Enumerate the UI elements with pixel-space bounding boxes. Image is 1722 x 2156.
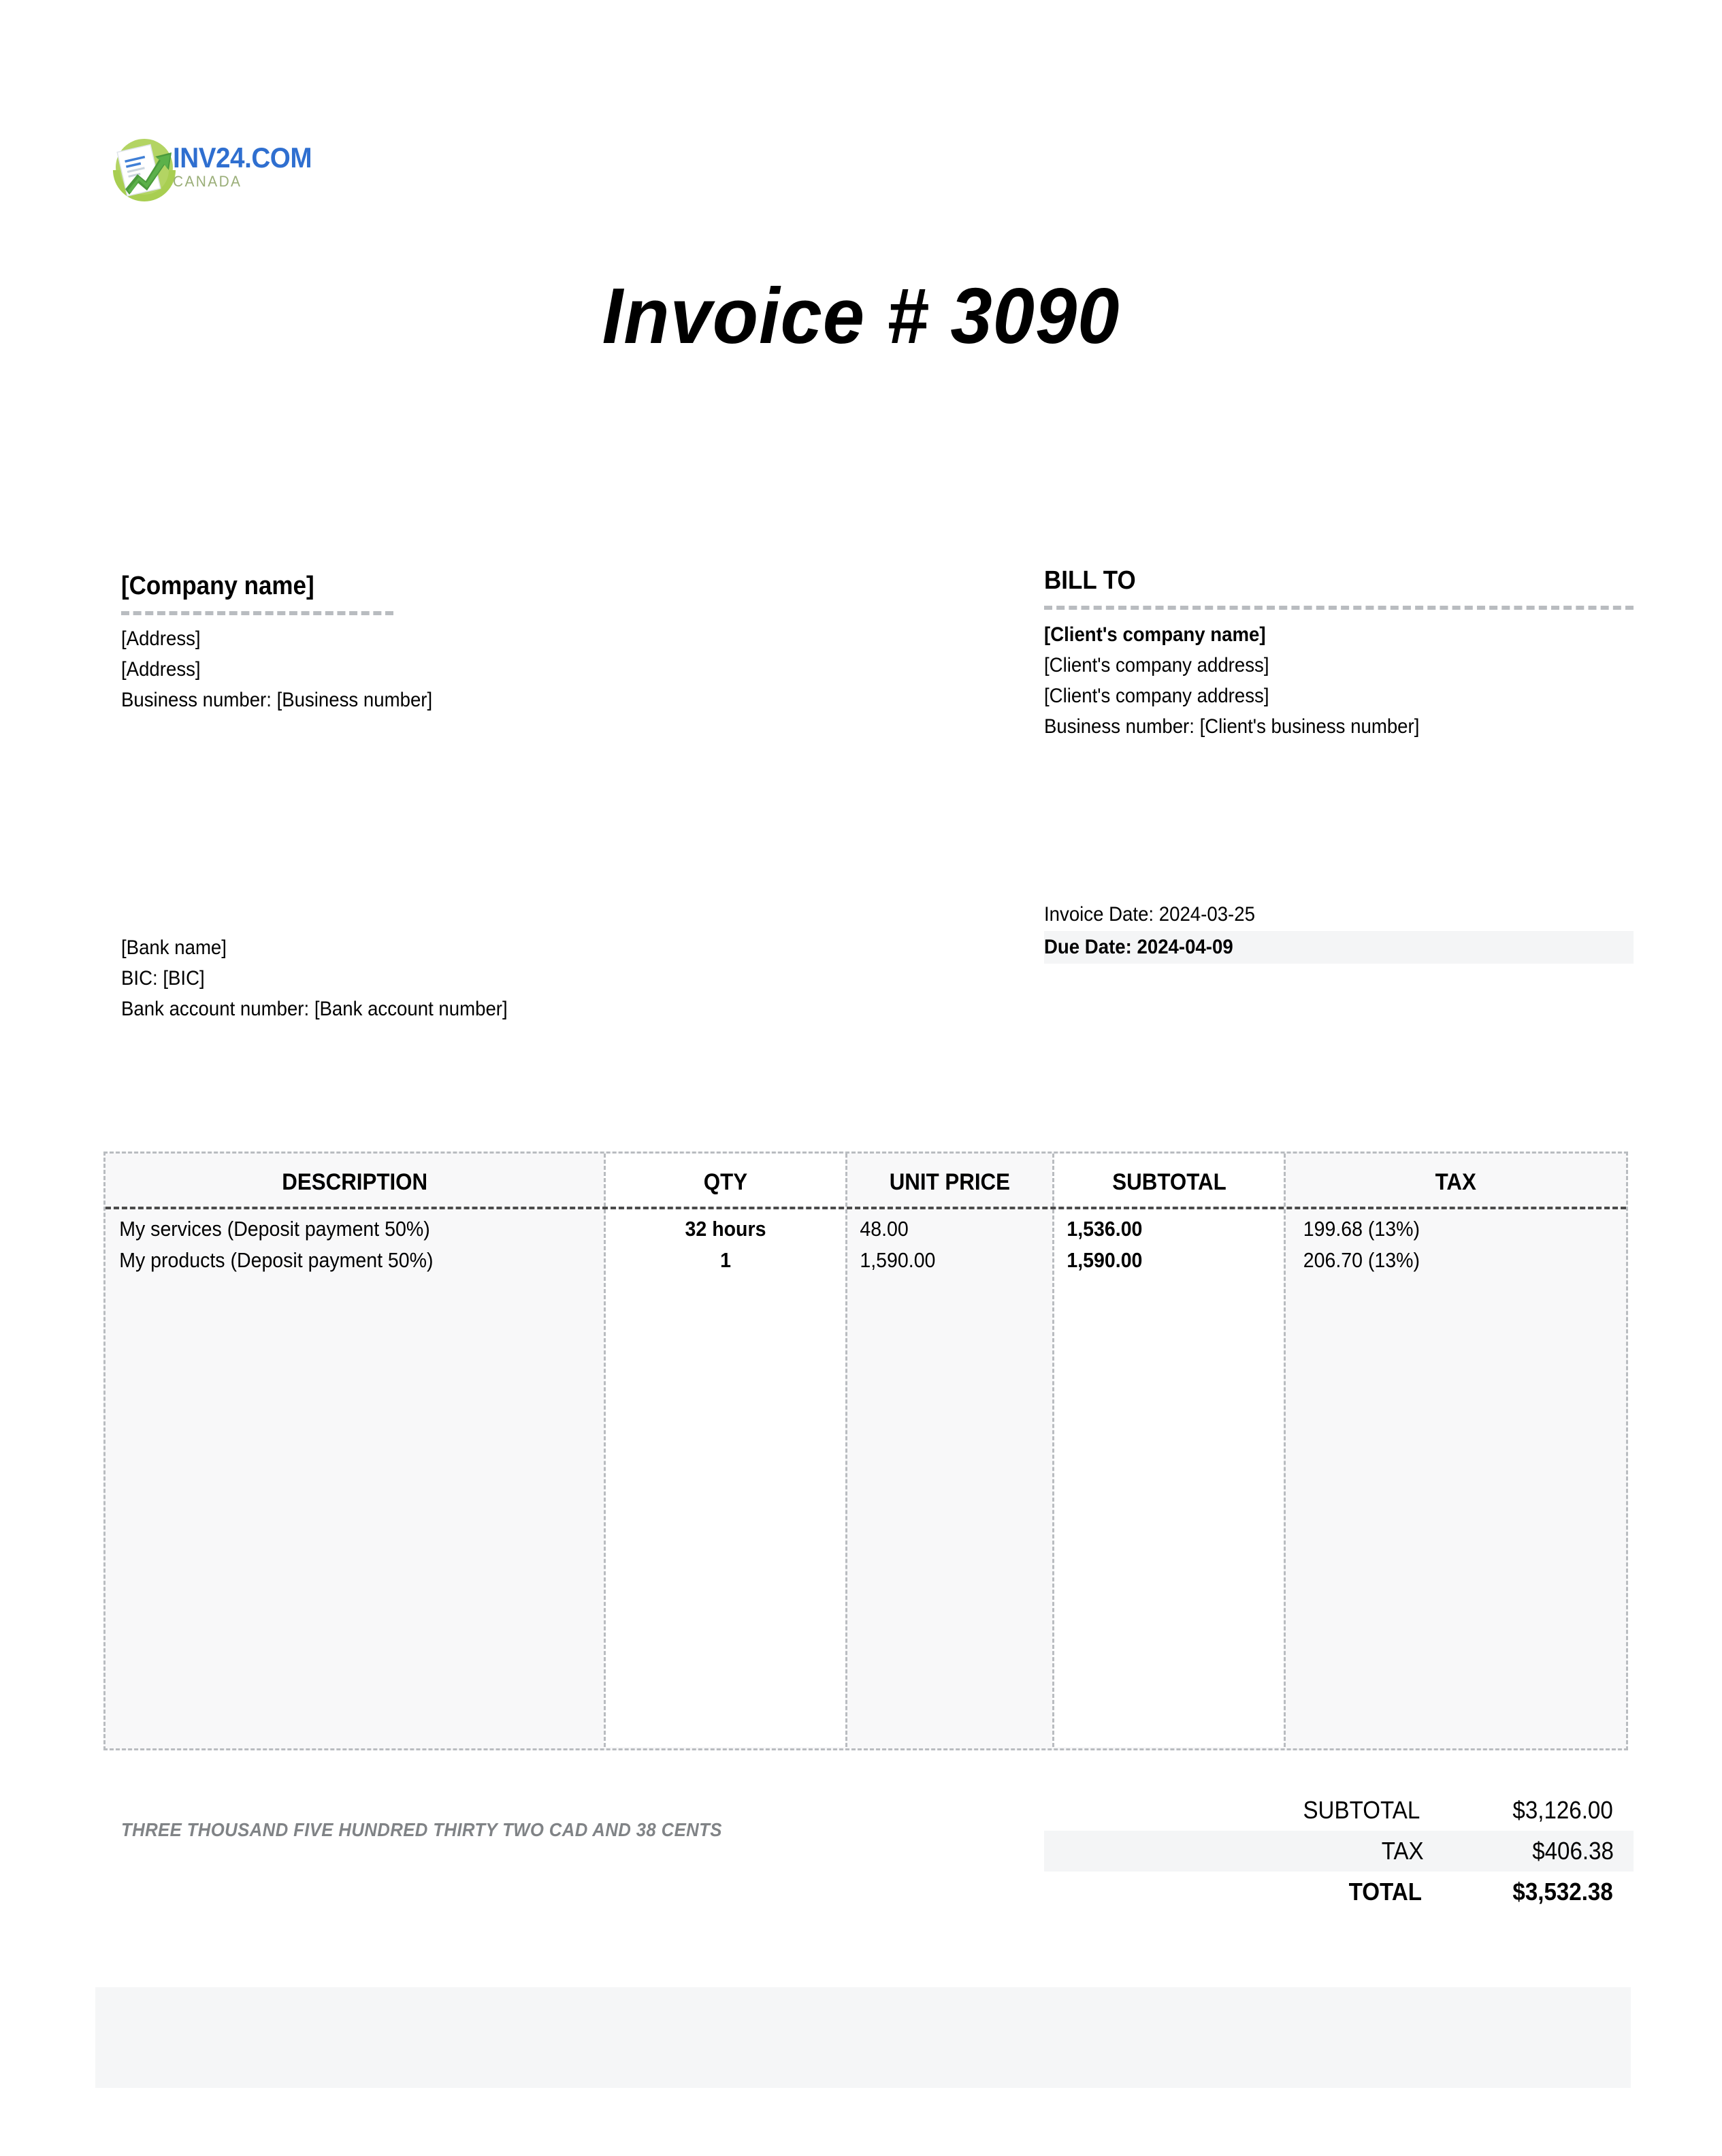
brand-logo bbox=[108, 133, 332, 214]
column-cells-description bbox=[105, 1209, 604, 1747]
column-header-description: DESCRIPTION bbox=[282, 1169, 427, 1195]
subtotal-label: SUBTOTAL bbox=[1303, 1796, 1420, 1824]
bank-name: [Bank name] bbox=[121, 936, 227, 959]
logo-title: INV24.COM bbox=[173, 142, 312, 174]
subtotal-value: $3,126.00 bbox=[1512, 1796, 1613, 1824]
table-row: 1,590.00 bbox=[860, 1248, 936, 1272]
bill-to-block bbox=[1044, 566, 1636, 742]
total-value: $3,532.38 bbox=[1512, 1878, 1613, 1906]
table-row: My services (Deposit payment 50%) bbox=[119, 1217, 430, 1241]
table-row: 1,590.00 bbox=[1067, 1248, 1143, 1272]
table-body bbox=[105, 1209, 1626, 1747]
client-address-line-2: [Client's company address] bbox=[1044, 685, 1269, 707]
bill-to-heading: BILL TO bbox=[1044, 566, 1136, 595]
seller-company-name: [Company name] bbox=[121, 572, 314, 600]
table-row: 199.68 (13%) bbox=[1303, 1217, 1420, 1241]
bank-details-block bbox=[121, 932, 734, 1024]
page-title: Invoice # 3090 bbox=[602, 272, 1120, 360]
invoice-date-text: Invoice Date: 2024-03-25 bbox=[1044, 903, 1255, 926]
footer-band bbox=[95, 1987, 1631, 2088]
tax-row bbox=[1044, 1831, 1634, 1872]
seller-block bbox=[121, 572, 638, 715]
bill-to-divider bbox=[1044, 606, 1634, 610]
table-row: My products (Deposit payment 50%) bbox=[119, 1248, 434, 1272]
client-company-name: [Client's company name] bbox=[1044, 623, 1266, 646]
table-row: 1 bbox=[720, 1248, 731, 1272]
total-label: TOTAL bbox=[1349, 1878, 1423, 1906]
column-cells-qty bbox=[604, 1209, 845, 1747]
column-header-qty: QTY bbox=[604, 1154, 845, 1207]
table-row: 206.70 (13%) bbox=[1303, 1248, 1420, 1272]
bank-account-number: Bank account number: [Bank account number] bbox=[121, 998, 508, 1020]
seller-business-number: Business number: [Business number] bbox=[121, 689, 433, 711]
due-date-text: Due Date: 2024-04-09 bbox=[1044, 936, 1233, 958]
bank-bic: BIC: [BIC] bbox=[121, 967, 205, 990]
column-cells-unit-price bbox=[845, 1209, 1052, 1747]
seller-divider bbox=[121, 611, 393, 615]
seller-address-line-1: [Address] bbox=[121, 627, 201, 650]
client-business-number: Business number: [Client's business number] bbox=[1044, 715, 1420, 738]
totals-block bbox=[1044, 1790, 1634, 1912]
table-row: 1,536.00 bbox=[1067, 1217, 1143, 1241]
client-address-line-1: [Client's company address] bbox=[1044, 654, 1269, 676]
column-header-unit-price: UNIT PRICE bbox=[845, 1154, 1052, 1207]
column-header-tax: TAX bbox=[1284, 1154, 1626, 1207]
invoice-date-row bbox=[1044, 898, 1634, 931]
column-cells-subtotal bbox=[1052, 1209, 1284, 1747]
due-date-row bbox=[1044, 931, 1634, 964]
total-row bbox=[1044, 1872, 1634, 1912]
table-row: 32 hours bbox=[685, 1217, 766, 1241]
column-header-subtotal: SUBTOTAL bbox=[1052, 1154, 1284, 1207]
table-row: 48.00 bbox=[860, 1217, 909, 1241]
table-header-row bbox=[105, 1154, 1626, 1209]
subtotal-row bbox=[1044, 1790, 1634, 1831]
column-cells-tax bbox=[1284, 1209, 1626, 1747]
line-items-table bbox=[103, 1152, 1628, 1750]
inv24-logo-icon bbox=[108, 137, 181, 210]
logo-subtitle: CANADA bbox=[173, 173, 242, 190]
amount-in-words: THREE THOUSAND FIVE HUNDRED THIRTY TWO CAD AND 38 CENTS bbox=[121, 1819, 722, 1840]
dates-block bbox=[1044, 898, 1634, 964]
seller-address-line-2: [Address] bbox=[121, 658, 201, 681]
tax-value: $406.38 bbox=[1532, 1837, 1614, 1865]
tax-label: TAX bbox=[1381, 1837, 1424, 1865]
